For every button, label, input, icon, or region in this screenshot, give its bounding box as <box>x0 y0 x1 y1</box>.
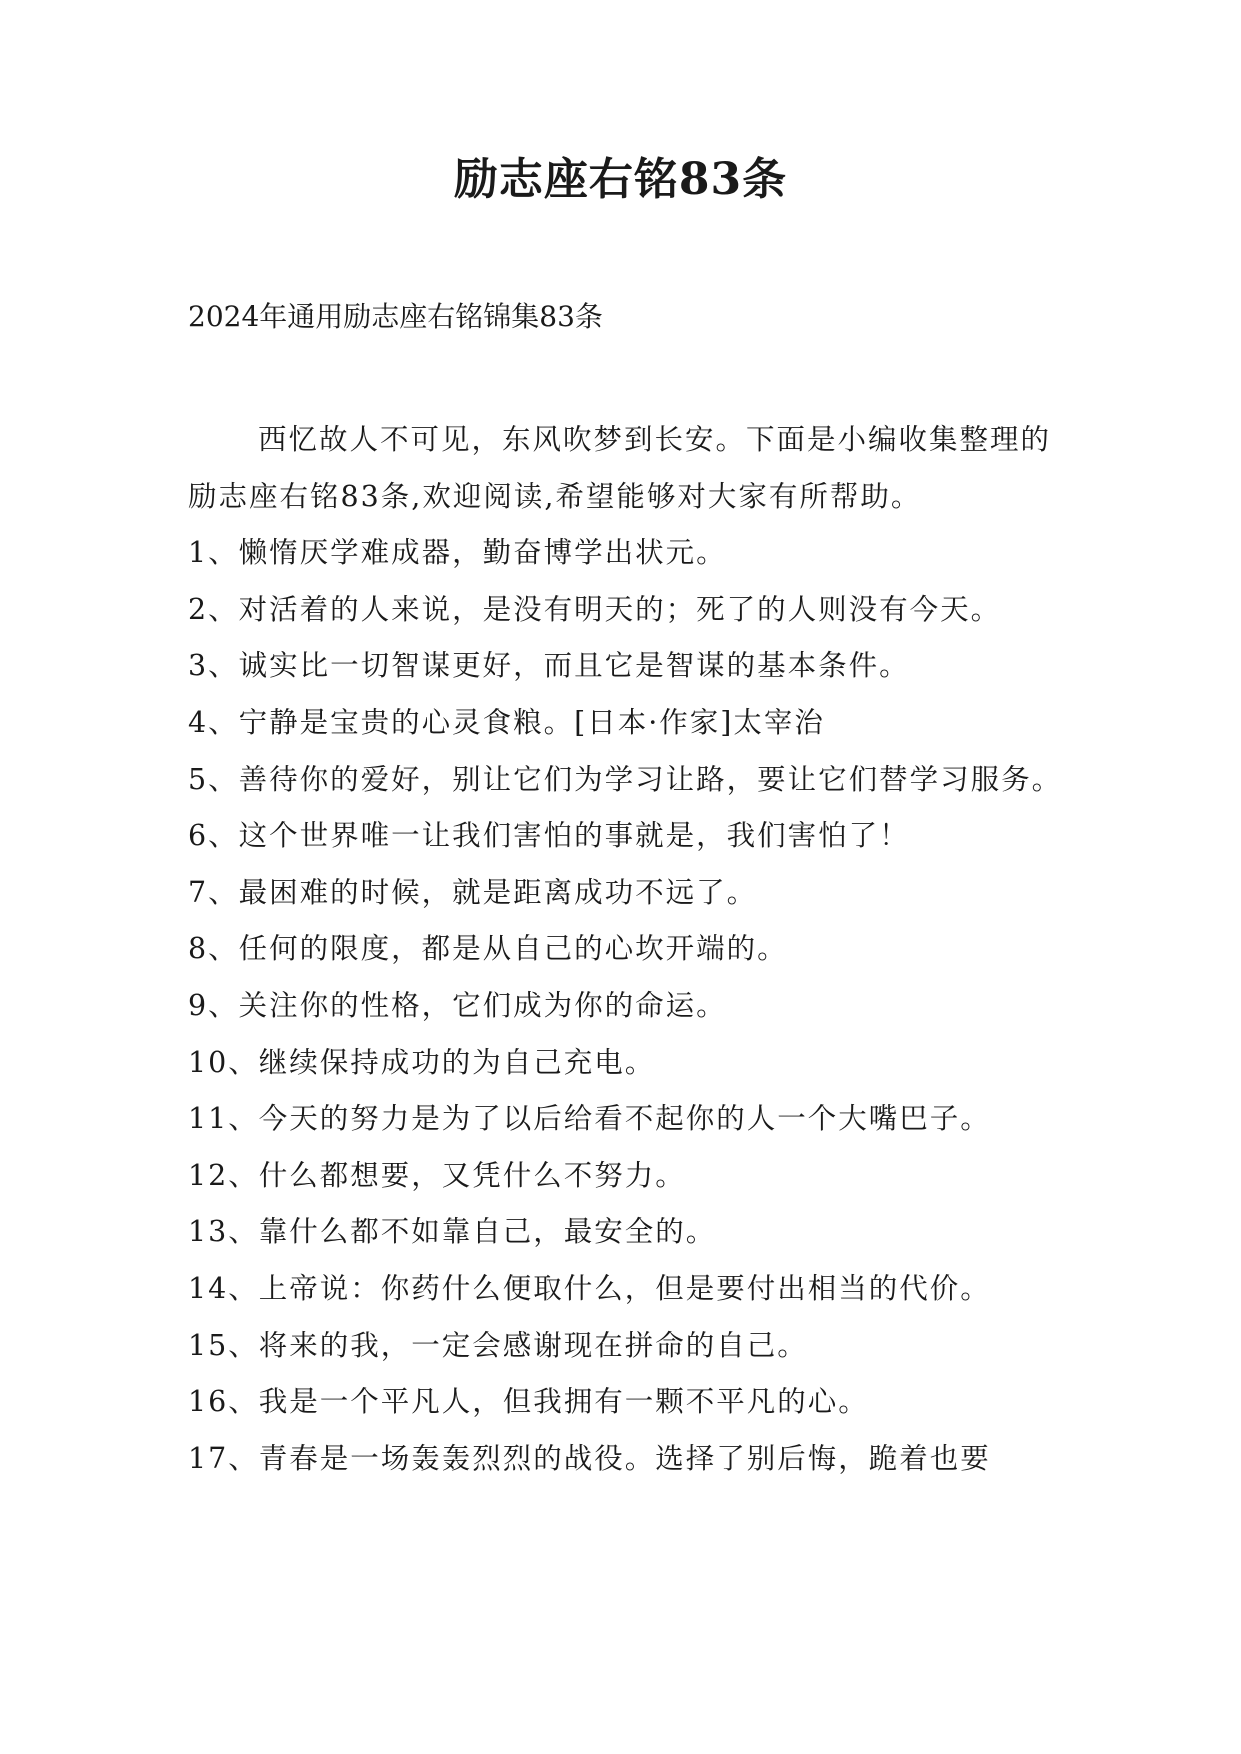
intro-paragraph: 西忆故人不可见，东风吹梦到长安。下面是小编收集整理的励志座右铭83条,欢迎阅读,希望能够对大家有所帮助。 <box>188 423 1052 513</box>
list-item: 4、宁静是宝贵的心灵食粮。[日本·作家]太宰治 <box>188 705 825 739</box>
list-item: 5、善待你的爱好，别让它们为学习让路，要让它们替学习服务。 <box>188 762 1063 796</box>
list-item: 15、将来的我，一定会感谢现在拼命的自己。 <box>188 1328 808 1362</box>
list-item: 9、关注你的性格，它们成为你的命运。 <box>188 988 727 1022</box>
list-item: 10、继续保持成功的为自己充电。 <box>188 1045 656 1079</box>
list-item: 11、今天的努力是为了以后给看不起你的人一个大嘴巴子。 <box>188 1102 991 1136</box>
list-item: 3、诚实比一切智谋更好，而且它是智谋的基本条件。 <box>188 649 910 683</box>
list-item: 14、上帝说：你药什么便取什么，但是要付出相当的代价。 <box>188 1271 991 1305</box>
list-item: 1、懒惰厌学难成器，勤奋博学出状元。 <box>188 536 727 570</box>
list-item: 6、这个世界唯一让我们害怕的事就是，我们害怕了！ <box>188 819 910 853</box>
list-item: 16、我是一个平凡人，但我拥有一颗不平凡的心。 <box>188 1385 869 1419</box>
list-item: 7、最困难的时候，就是距离成功不远了。 <box>188 875 758 909</box>
list-item: 2、对活着的人来说，是没有明天的；死了的人则没有今天。 <box>188 592 1002 626</box>
list-item: 8、任何的限度，都是从自己的心坎开端的。 <box>188 932 788 966</box>
document-body <box>188 412 1068 1487</box>
list-item: 12、什么都想要，又凭什么不努力。 <box>188 1158 686 1192</box>
list-item: 13、靠什么都不如靠自己，最安全的。 <box>188 1215 717 1249</box>
document-subtitle: 2024年通用励志座右铭锦集83条 <box>188 300 603 333</box>
document-title: 励志座右铭83条 <box>453 154 788 205</box>
list-item: 17、青春是一场轰轰烈烈的战役。选择了别后悔，跪着也要 <box>188 1441 991 1475</box>
